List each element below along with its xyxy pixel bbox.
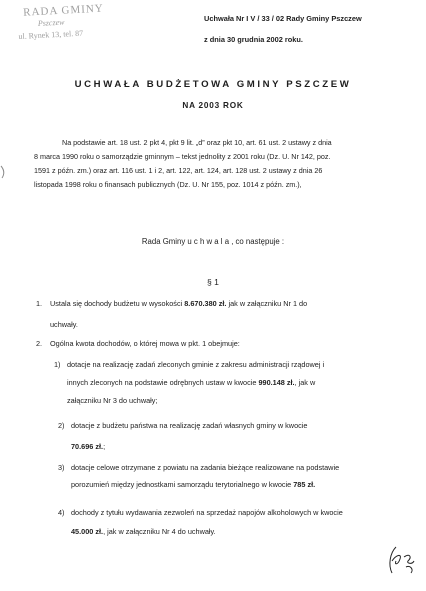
preamble-line-2: 8 marca 1990 roku o samorządzie gminnym – tekst jednolity z 2001 roku (Dz. U. Nr 142, poz.: [34, 152, 331, 161]
list-item-2: [36, 336, 406, 352]
stamp-line-3: ul. Rynek 13, tel. 87: [18, 28, 84, 42]
sub-item-4: [58, 505, 404, 541]
stamp-line-1: RADA GMINY: [22, 2, 105, 19]
sub-item-3-line-1: dotacje celowe otrzymane z powiatu na zadania bieżące realizowane na podstawie: [71, 463, 340, 472]
sub-item-4-line-1: dochody z tytułu wydawania zezwoleń na sprzedaż napojów alkoholowych w kwocie: [71, 508, 343, 517]
sub-item-2: [58, 418, 404, 454]
council-stamp: [15, 1, 137, 51]
sub-item-1: [54, 357, 404, 407]
sub-item-3-line-2: porozumień między jednostkami samorządu terytorialnego w kwocie: [71, 480, 294, 489]
sub-item-1-line-3: załączniku Nr 3 do uchwały;: [67, 396, 158, 405]
stamp-line-2: Pszczew: [37, 17, 65, 28]
document-title: UCHWAŁA BUDŻETOWA GMINY PSZCZEW: [74, 79, 352, 90]
list-item-1: [36, 296, 406, 336]
sub-item-2-amount: 70.696 zł.: [71, 442, 104, 451]
preamble-line-4: listopada 1998 roku o finansach publicznych (Dz. U. Nr 155, poz. 1014 z późn. zm.),: [34, 180, 302, 189]
item-2-text: Ogólna kwota dochodów, o której mowa w pkt. 1 obejmuje:: [50, 339, 240, 348]
item-1-amount: 8.670.380 zł.: [184, 299, 227, 308]
sub-item-1-line-2: innych zleconych na podstawie odrębnych ustaw w kwocie: [67, 378, 259, 387]
resolution-date: z dnia 30 grudnia 2002 roku.: [204, 35, 303, 44]
sub-item-2-number: 2): [58, 421, 65, 430]
item-1-text-b: jak w załączniku Nr 1 do: [226, 299, 308, 308]
decree-statement: Rada Gminy u c h w a l a , co następuje :: [141, 237, 285, 246]
item-1-number: 1.: [36, 299, 43, 308]
item-1-text-c: uchwały.: [50, 320, 78, 329]
sub-item-1-line-2b: , jak w: [294, 378, 316, 387]
sub-item-3-number: 3): [58, 463, 65, 472]
document-subtitle: NA 2003 ROK: [182, 101, 244, 110]
preamble-line-3: 1591 z późn. zm.) oraz art. 116 ust. 1 i 2, art. 122, art. 124, art. 128 ust. 2 ustawy z dnia 26: [34, 166, 323, 175]
section-heading: § 1: [207, 277, 219, 287]
preamble: [34, 136, 394, 192]
item-1-text: Ustala się dochody budżetu w wysokości: [50, 299, 185, 308]
item-2-number: 2.: [36, 339, 43, 348]
sub-item-1-number: 1): [54, 360, 61, 369]
signature-icon: [384, 543, 418, 577]
sub-item-1-line-1: dotacje na realizację zadań zleconych gminie z zakresu administracji rządowej i: [67, 360, 325, 369]
preamble-line-1: Na podstawie art. 18 ust. 2 pkt 4, pkt 9 lit. „d” oraz pkt 10, art. 61 ust. 2 ustawy z dnia: [62, 138, 332, 147]
sub-item-3-amount: 785 zł.: [293, 480, 316, 489]
sub-item-2-line-2b: ;: [103, 442, 106, 451]
sub-item-2-line-1: dotacje z budżetu państwa na realizację zadań własnych gminy w kwocie: [71, 421, 308, 430]
sub-item-3: [58, 460, 404, 496]
margin-mark-icon: [0, 165, 8, 179]
sub-item-4-line-2b: , jak w załączniku Nr 4 do uchwały.: [103, 527, 216, 536]
sub-item-1-amount: 990.148 zł.: [258, 378, 295, 387]
sub-item-4-amount: 45.000 zł.: [71, 527, 104, 536]
resolution-number: Uchwała Nr I V / 33 / 02 Rady Gminy Pszczew: [204, 14, 362, 23]
sub-item-4-number: 4): [58, 508, 65, 517]
